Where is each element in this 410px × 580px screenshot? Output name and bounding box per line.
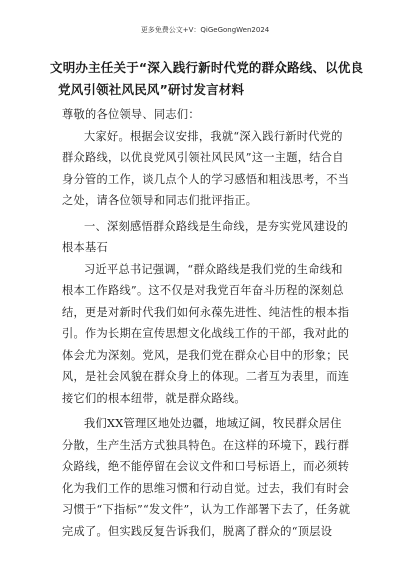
- salutation: 尊敬的各位领导、同志们：: [62, 108, 200, 121]
- title-line-2: 党风引领社风民风”研讨发言材料: [58, 82, 245, 97]
- title-line-1: 文明办主任关于“深入践行新时代党的群众路线、以优良: [50, 60, 364, 75]
- document-title: [50, 57, 368, 101]
- paragraph: 习近平总书记强调，“群众路线是我们党的生命线和根本工作路线”。这不仅是对我党百年奋斗历程的深刻总结，更是对新时代我们如何永葆先进性、纯洁性的根本指引。作为长期在宣传思想文化战线工作的干部，我对此的体会尤为深刻。党风，是我们党在群众心目中的形象；民风，是社会风貌在群众身上的体现。二者互为表里，而连接它们的根本纽带，就是群众路线。: [62, 262, 350, 405]
- paragraph-opening: 大家好。根据会议安排，我就“深入践行新时代党的群众路线，以优良党风引领社风民风”这一主题，结合自身分管的工作，谈几点个人的学习感悟和粗浅思考，不当之处，请各位领导和同志们批评指正。: [62, 129, 350, 207]
- section-heading-1: 一、深刻感悟群众路线是生命线，是夯实党风建设的根本基石: [62, 219, 349, 254]
- paragraph: 我们XX管理区地处边疆，地域辽阔，牧民群众居住分散，生产生活方式独具特色。在这样的环境下，践行群众路线，绝不能停留在会议文件和口号标语上，而必须转化为我们工作的思维习惯和行动自觉。过去，我们有时会习惯于“下指标”“发文件”，认为工作部署下去了，任务就完成了。但实践反复告诉我们，脱离了群众的“顶层设: [62, 417, 351, 538]
- document-body: [62, 104, 352, 542]
- header-note: 更多免费公文+V：QiGeGongWen2024: [140, 26, 270, 34]
